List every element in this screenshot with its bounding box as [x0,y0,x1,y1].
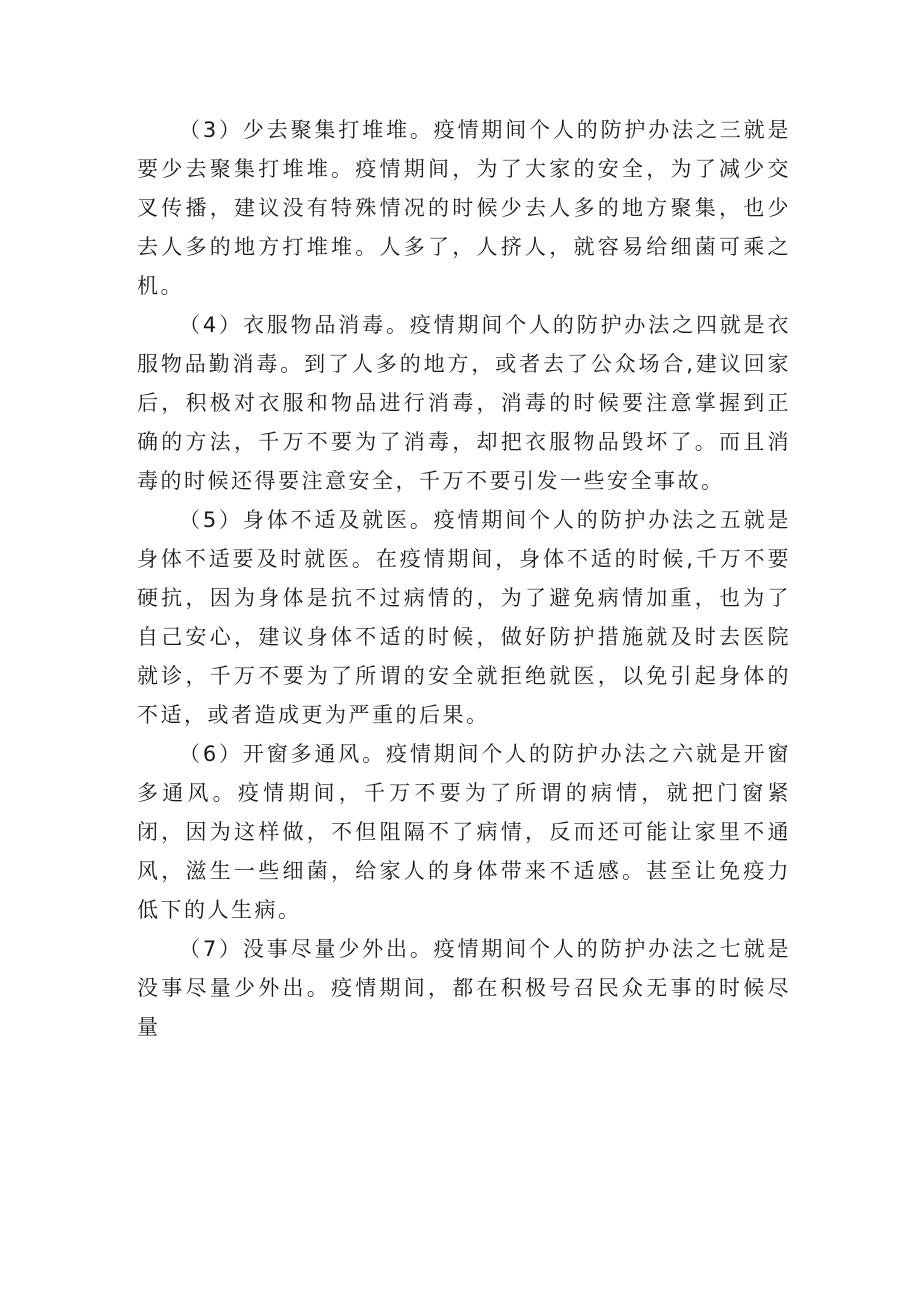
paragraph-5-medical-care: （5）身体不适及就医。疫情期间个人的防护办法之五就是身体不适要及时就医。在疫情期间，身体不适的时候,千万不要硬抗，因为身体是抗不过病情的，为了避免病情加重，也为了自己安心，建议身体不适的时候，做好防护措施就及时去医院就诊，千万不要为了所谓的安全就拒绝就医，以免引起身体的不适，或者造成更为严重的后果。 [137,508,791,727]
document-body [137,111,791,1047]
paragraph-4-disinfection: （4）衣服物品消毒。疫情期间个人的防护办法之四就是衣服物品勤消毒。到了人多的地方，或者去了公众场合,建议回家后，积极对衣服和物品进行消毒，消毒的时候要注意掌握到正确的方法，千万不要为了消毒，却把衣服物品毁坏了。而且消毒的时候还得要注意安全，千万不要引发一些安全事故。 [137,313,791,493]
paragraph-3-gathering: （3）少去聚集打堆堆。疫情期间个人的防护办法之三就是要少去聚集打堆堆。疫情期间，为了大家的安全，为了减少交叉传播，建议没有特殊情况的时候少去人多的地方聚集，也少去人多的地方打堆堆。人多了，人挤人，就容易给细菌可乘之机。 [137,118,791,298]
paragraph-6-ventilation: （6）开窗多通风。疫情期间个人的防护办法之六就是开窗多通风。疫情期间，千万不要为了所谓的病情，就把门窗紧闭，因为这样做，不但阻隔不了病情，反而还可能让家里不通风，滋生一些细菌，给家人的身体带来不适感。甚至让免疫力低下的人生病。 [137,742,791,922]
paragraph-7-stay-home: （7）没事尽量少外出。疫情期间个人的防护办法之七就是没事尽量少外出。疫情期间，都在积极号召民众无事的时候尽量 [137,937,791,1039]
